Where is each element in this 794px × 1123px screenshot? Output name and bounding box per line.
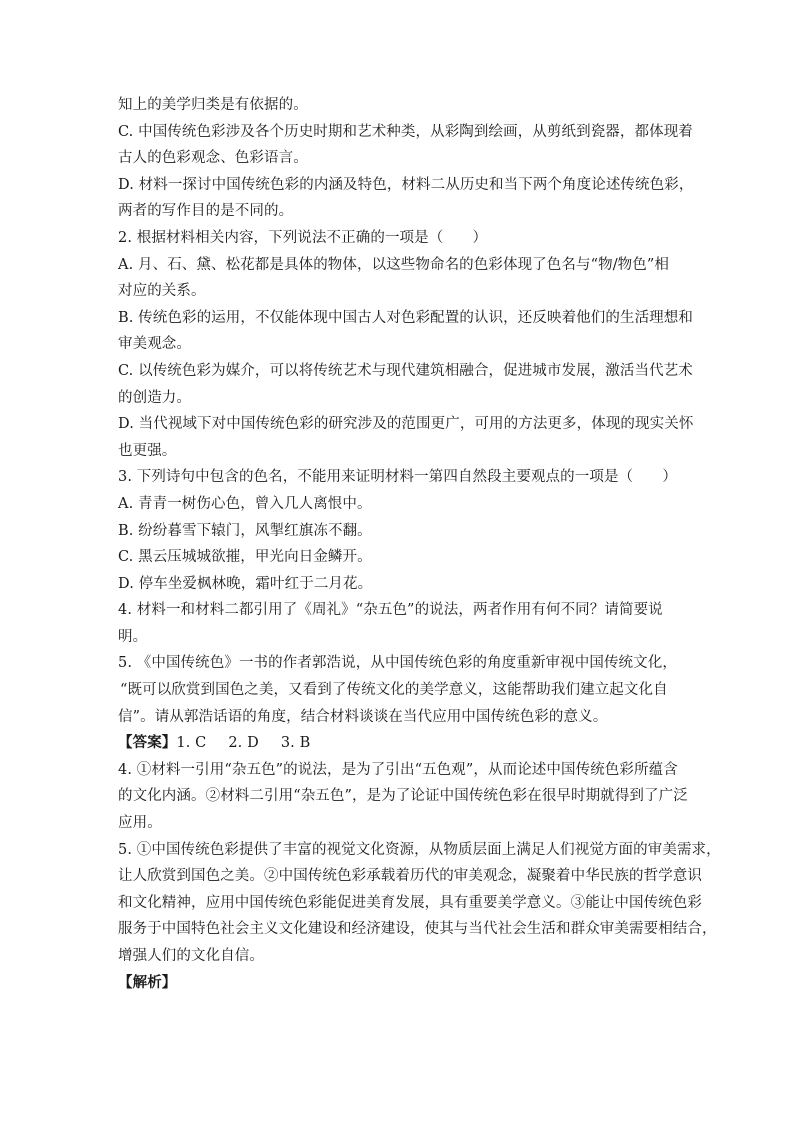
q2-option-c: C. 以传统色彩为媒介，可以将传统艺术与现代建筑相融合，促进城市发展，激活当代艺术 xyxy=(118,362,693,379)
answer-5-line: 5. ①中国传统色彩提供了丰富的视觉文化资源，从物质层面上满足人们视觉方面的审美需求， xyxy=(118,841,721,858)
option-c-line: C. 中国传统色彩涉及各个历史时期和艺术种类，从彩陶到绘画，从剪纸到瓷器，都体现着 xyxy=(118,123,693,140)
q2-option-d: D. 当代视域下对中国传统色彩的研究涉及的范围更广，可用的方法更多，体现的现实关怀 xyxy=(118,416,694,433)
option-d-line: D. 材料一探讨中国传统色彩的内涵及特色，材料二从历史和当下两个角度论述传统色彩， xyxy=(118,176,694,193)
document-page xyxy=(118,92,721,996)
q3-option-c: C. 黑云压城城欲摧，甲光向日金鳞开。 xyxy=(118,549,372,566)
answer-3: 3. B xyxy=(280,735,311,752)
q2-option-b: B. 传统色彩的运用，不仅能体现中国古人对色彩配置的认识，还反映着他们的生活理想和 xyxy=(118,309,693,326)
text-line: 审美观念。 xyxy=(118,336,191,353)
text-line: 也更强。 xyxy=(118,442,177,459)
q2-option-a: A. 月、石、黛、松花都是具体的物体，以这些物命名的色彩体现了色名与“物/物色”相 xyxy=(118,256,669,273)
text-line: 的创造力。 xyxy=(118,389,191,406)
text-line: “既可以欣赏到国色之美，又看到了传统文化的美学意义，这能帮助我们建立起文化自 xyxy=(120,682,668,699)
analysis-label: 【解析】 xyxy=(118,973,177,991)
q3-option-d: D. 停车坐爱枫林晚，霜叶红于二月花。 xyxy=(118,575,373,592)
text-line: 的文化内涵。②材料二引用“杂五色”，是为了论证中国传统色彩在很早时期就得到了广泛 xyxy=(118,788,688,805)
answer-1: 1. C xyxy=(176,735,207,752)
text-line: 和文化精神，应用中国传统色彩能促进美育发展，具有重要美学意义。③能让中国传统色彩 xyxy=(118,894,702,911)
text-line: 增强人们的文化自信。 xyxy=(118,948,264,964)
text-line: 古人的色彩观念、色彩语言。 xyxy=(118,150,308,167)
text-line: 明。 xyxy=(118,628,148,645)
text-line: 服务于中国特色社会主义文化建设和经济建设，使其与当代社会生活和群众审美需要相结合， xyxy=(118,921,717,938)
question-3: 3. 下列诗句中包含的色名，不能用来证明材料一第四自然段主要观点的一项是（ ） xyxy=(118,469,677,486)
q3-option-b: B. 纷纷暮雪下辕门，风掣红旗冻不翻。 xyxy=(118,522,372,539)
question-5: 5. 《中国传统色》一书的作者郭浩说，从中国传统色彩的角度重新审视中国传统文化， xyxy=(118,655,677,672)
text-line: 让人欣赏到国色之美。②中国传统色彩承载着历代的审美观念，凝聚着中华民族的哲学意识 xyxy=(118,868,702,885)
question-2: 2. 根据材料相关内容，下列说法不正确的一项是（ ） xyxy=(118,229,488,246)
text-line: 两者的写作目的是不同的。 xyxy=(118,203,294,220)
answer-line xyxy=(118,730,678,757)
answer-4-line: 4. ①材料一引用“杂五色”的说法，是为了引出“五色观”，从而论述中国传统色彩所蕴含 xyxy=(118,761,678,778)
text-line: 信”。请从郭浩话语的角度，结合材料谈谈在当代应用中国传统色彩的意义。 xyxy=(118,708,608,725)
text-line: 对应的关系。 xyxy=(118,283,206,300)
answer-2: 2. D xyxy=(228,735,259,752)
text-line: 知上的美学归类是有依据的。 xyxy=(118,97,308,113)
text-line: 应用。 xyxy=(118,815,162,832)
answer-label: 【答案】 xyxy=(118,734,177,752)
q3-option-a: A. 青青一树伤心色，曾入几人离恨中。 xyxy=(118,495,372,512)
question-4: 4. 材料一和材料二都引用了《周礼》“杂五色”的说法，两者作用有何不同？请简要说 xyxy=(118,602,663,619)
